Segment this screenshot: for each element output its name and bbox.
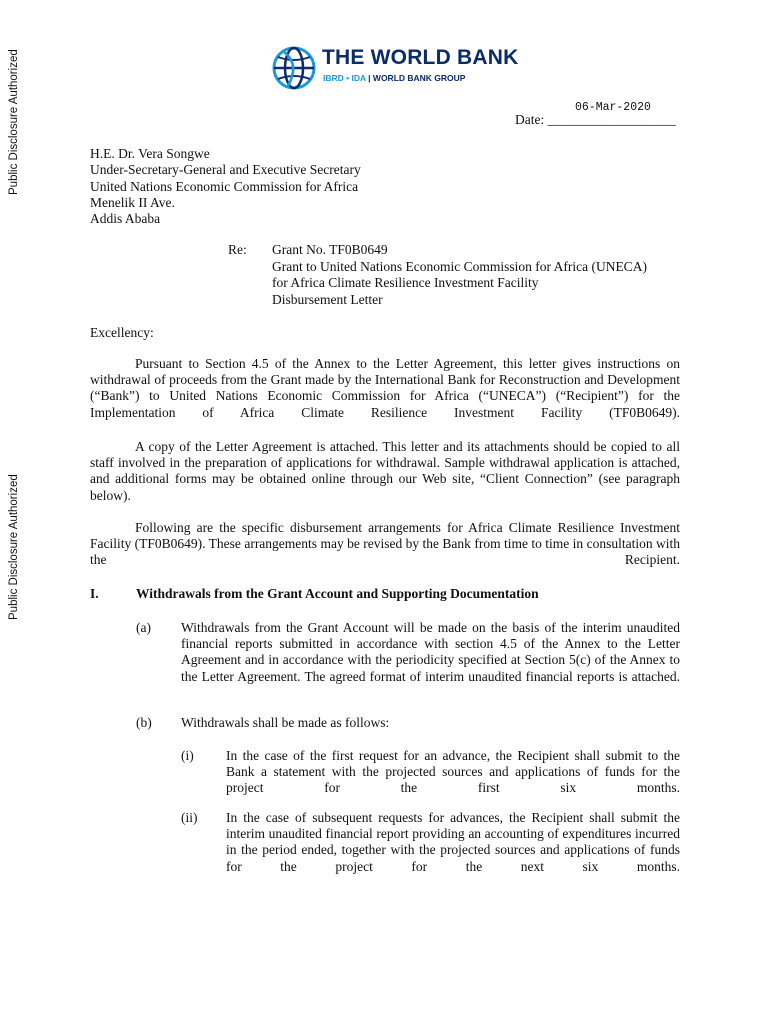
disclosure-stamp-middle: Public Disclosure Authorized <box>8 474 20 620</box>
recipient-address <box>90 146 361 227</box>
section-title: Withdrawals from the Grant Account and Supporting Documentation <box>136 586 539 601</box>
re-line: Grant No. TF0B0649 <box>272 242 388 257</box>
address-line: Addis Ababa <box>90 211 161 227</box>
logo-separator: | <box>365 73 373 83</box>
address-line: Under-Secretary-General and Executive Secretary <box>90 162 361 178</box>
item-label: (b) <box>136 715 152 730</box>
item-text: Withdrawals from the Grant Account will be made on the basis of the interim unaudited financial reports submitted in accordance with section 4.5 of the Annex to the Letter Agreement and in accordance with the periodicity specified at Section 5(c) of the Annex to the Letter Agreement. The agreed format of interim unaudited financial reports is attached. <box>181 620 680 684</box>
paragraph-1: Pursuant to Section 4.5 of the Annex to the Letter Agreement, this letter gives instructions on withdrawal of proceeds from the Grant made by the International Bank for Reconstruction and Development (“Bank”) to United Nations Economic Commission for Africa (“UNECA”) (“Recipient”) for the Implementation of Africa Climate Resilience Investment Facility (TF0B0649). <box>90 356 680 420</box>
section-number: I. <box>90 586 99 601</box>
disclosure-stamp-top: Public Disclosure Authorized <box>8 49 20 195</box>
paragraph-2: A copy of the Letter Agreement is attached. This letter and its attachments should be copied to all staff involved in the preparation of applications for withdrawal. Sample withdrawal application is attached, and additional forms may be obtained online through our Web site, “Client Connection” (see paragraph below). <box>90 439 680 503</box>
logo-title: THE WORLD BANK <box>322 46 519 69</box>
address-line: H.E. Dr. Vera Songwe <box>90 146 210 161</box>
subitem-label: (ii) <box>181 810 198 825</box>
re-line: Disbursement Letter <box>272 291 383 307</box>
item-text: Withdrawals shall be made as follows: <box>181 715 390 730</box>
date-value: 06-Mar-2020 <box>575 101 651 114</box>
logo-group: WORLD BANK GROUP <box>372 73 466 83</box>
address-line: Menelik II Ave. <box>90 194 175 210</box>
logo-ibrd: IBRD • IDA <box>323 73 366 83</box>
subitem-text: In the case of the first request for an advance, the Recipient shall submit to the Bank a statement with the projected sources and applications of funds for the project for the first six months. <box>226 748 680 796</box>
subitem-text: In the case of subsequent requests for advances, the Recipient shall submit the interim unaudited financial report providing an accounting of expenditures incurred in the period ended, together with the projected sources and applications of funds for the project for the next six months. <box>226 810 680 874</box>
salutation: Excellency: <box>90 325 154 340</box>
re-label: Re: <box>228 242 247 257</box>
address-line: United Nations Economic Commission for Africa <box>90 178 359 194</box>
re-subject <box>272 242 647 308</box>
re-line: for Africa Climate Resilience Investment Facility <box>272 275 539 291</box>
subitem-label: (i) <box>181 748 194 763</box>
date-label: Date: ___________________ <box>515 112 676 127</box>
globe-icon <box>270 44 318 92</box>
re-line: Grant to United Nations Economic Commission for Africa (UNECA) <box>272 258 647 274</box>
logo-subtitle <box>323 73 465 83</box>
paragraph-3: Following are the specific disbursement arrangements for Africa Climate Resilience Investment Facility (TF0B0649). These arrangements may be revised by the Bank from time to time in consultation with the Recipient. <box>90 520 680 568</box>
item-label: (a) <box>136 620 151 635</box>
world-bank-logo <box>270 44 519 94</box>
